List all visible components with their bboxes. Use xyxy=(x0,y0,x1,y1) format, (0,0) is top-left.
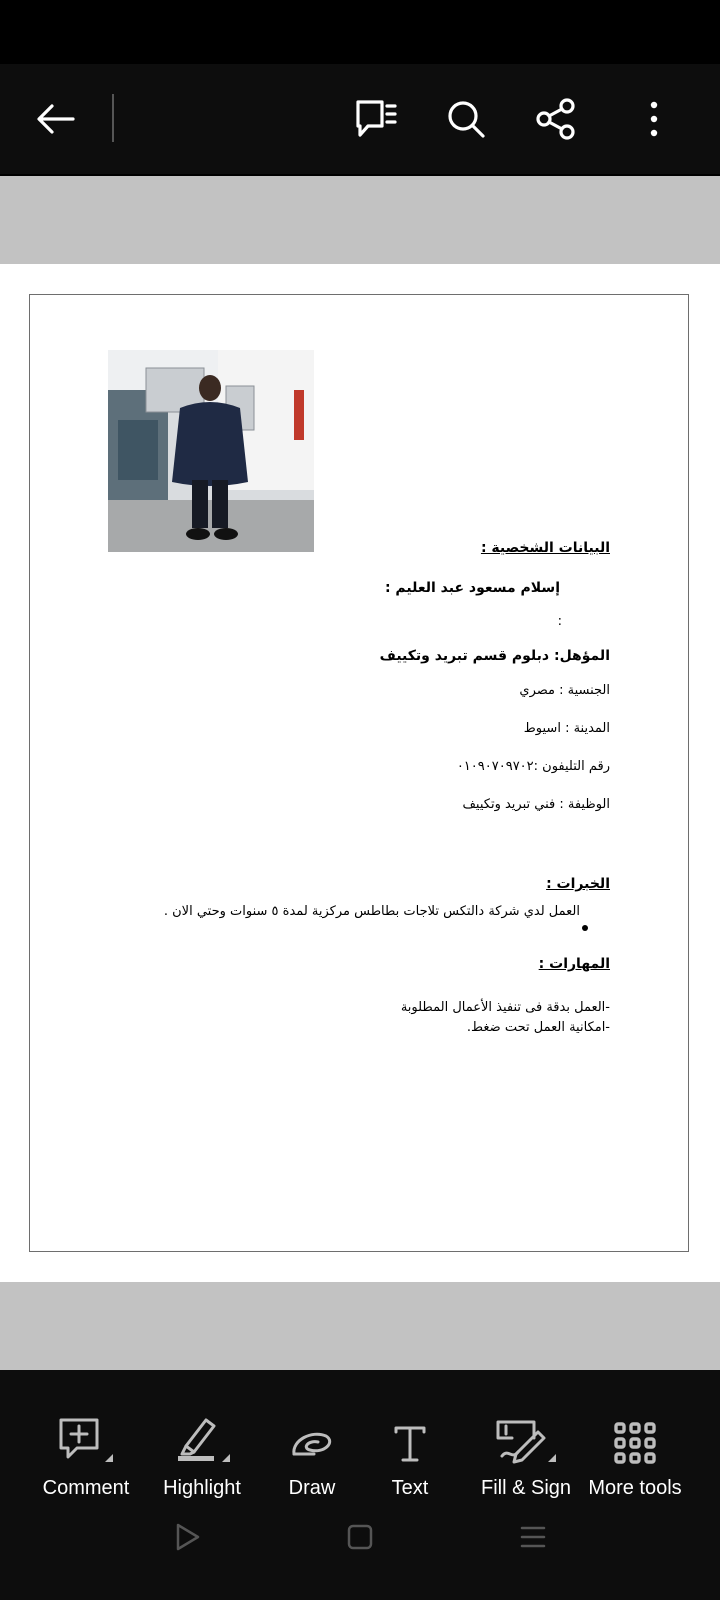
fill-sign-tool[interactable] xyxy=(464,1370,588,1500)
comment-tool-label: Comment xyxy=(42,1477,130,1499)
skill-item-1: -العمل بدقة فى تنفيذ الأعمال المطلوبة xyxy=(400,1000,610,1015)
back-arrow-icon xyxy=(36,103,76,135)
nationality-line: الجنسية : مصري xyxy=(519,683,610,698)
experience-item: العمل لدي شركة دالتكس تلاجات بطاطس مركزية لمدة ٥ سنوات وحتي الان . xyxy=(163,904,580,919)
nav-home-square-icon[interactable] xyxy=(347,1524,373,1550)
more-tools-tool[interactable] xyxy=(580,1370,690,1500)
fill-sign-icon xyxy=(494,1416,558,1464)
back-button[interactable] xyxy=(16,64,96,174)
name-line: إسلام مسعود عبد العليم : xyxy=(384,580,560,596)
more-vertical-icon xyxy=(648,101,660,137)
top-toolbar xyxy=(0,64,720,174)
share-icon xyxy=(535,98,577,140)
fill-sign-tool-label: Fill & Sign xyxy=(480,1477,572,1499)
job-line: الوظيفة : فني تبريد وتكييف xyxy=(462,797,610,812)
highlight-tool[interactable] xyxy=(152,1370,252,1500)
city-line: المدينة : اسيوط xyxy=(523,721,610,736)
highlighter-icon xyxy=(172,1416,232,1464)
skill-item-2: -امكانية العمل تحت ضغط. xyxy=(466,1020,610,1035)
status-bar xyxy=(0,0,720,64)
draw-tool-label: Draw xyxy=(288,1477,336,1499)
section-skills-heading: المهارات : xyxy=(538,956,610,972)
draw-loop-icon xyxy=(288,1424,336,1464)
share-button[interactable] xyxy=(516,64,596,174)
photo-image xyxy=(108,350,314,552)
experience-bullet xyxy=(582,925,588,931)
comment-tool[interactable] xyxy=(38,1370,134,1500)
qualification-line: المؤهل: دبلوم قسم تبريد وتكييف xyxy=(379,648,610,664)
text-t-icon xyxy=(390,1424,430,1464)
overflow-menu-button[interactable] xyxy=(614,64,694,174)
more-tools-tool-label: More tools xyxy=(588,1477,682,1499)
phone-line: رقم التليفون :٠١٠٩٠٧٠٩٧٠٢ xyxy=(456,759,610,774)
comments-list-button[interactable] xyxy=(336,64,416,174)
toolbar-divider xyxy=(112,94,114,142)
draw-tool[interactable] xyxy=(272,1370,352,1500)
nav-recents-lines-icon[interactable] xyxy=(519,1524,547,1550)
section-experience-heading: الخبرات : xyxy=(546,876,610,892)
section-personal-heading: البيانات الشخصية : xyxy=(480,540,610,556)
system-nav-bar xyxy=(0,1500,720,1600)
nav-back-triangle-icon[interactable] xyxy=(174,1522,202,1552)
comments-list-icon xyxy=(354,98,398,140)
grid-icon xyxy=(614,1422,656,1464)
search-icon xyxy=(446,99,486,139)
blank-line: : xyxy=(557,614,562,629)
comment-plus-icon xyxy=(57,1416,115,1464)
profile-photo xyxy=(108,350,314,552)
search-button[interactable] xyxy=(426,64,506,174)
highlight-tool-label: Highlight xyxy=(163,1477,241,1499)
text-tool[interactable] xyxy=(370,1370,450,1500)
bottom-toolbar xyxy=(0,1370,720,1600)
text-tool-label: Text xyxy=(391,1477,429,1499)
